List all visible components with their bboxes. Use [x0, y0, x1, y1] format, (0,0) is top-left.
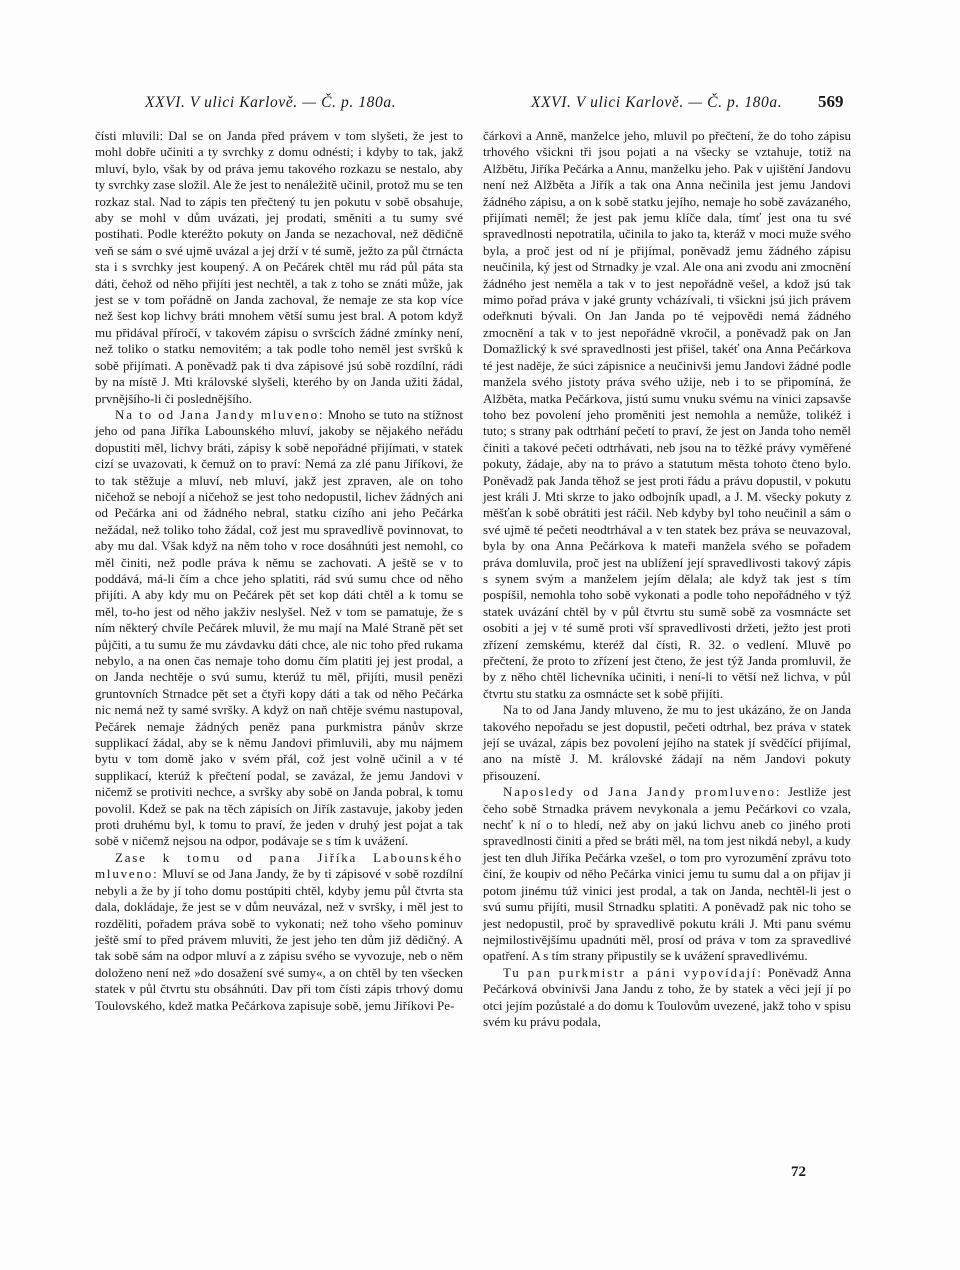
right-column [483, 128, 851, 1030]
paragraph-text: Poněvadž Anna Pečárková obvinivši Jana Jandu z toho, že by statek a věci její jí po otci jejím pozůstalé a do domu k Toulovům uvezené, jakž toho v spisu svém ku právu podala, [483, 964, 851, 1029]
paragraph: Na to od Jana Jandy mluveno, že mu to jest ukázáno, že on Janda takového nepořadu se jest dopustil, pečeti odtrhal, bez práva v statek její se uvázal, zápis bez povolení jejího na statek jí svědčící přijímal, ano na místě J. M. královské žádají na něm Jandovi pokuty přisouzení. [483, 702, 851, 783]
page-number: 569 [818, 92, 844, 111]
speaker-heading: Naposledy od Jana Jandy promluveno: [503, 784, 782, 800]
paragraph-text: Jestliže jest čeho sobě Strnadka právem nevykonala a jemu Pečárkovi co vzala, nechť k ní o to hledí, než aby on jakú lichvu aneb co jiného proti spravedlnosti činiti a před se bráti měl, na tom jest nikdá nebyl, a kudy jest ten dluh Jiříka Pečárka vzešel, o tom pro vyrozumění zprávu toto činí, že koupiv od něho Pečárka vinici jemu tu sumu dal a on přijav ji potom jinému túž vinici jest prodal, a tak on Janda, nechtěl-li jest o svú sumu přijíti, musil Strnadku splatiti. A poněvadž pak nic toho se jest nedopustil, proč by spravedlivě pokutu králi J. Mti panu svému nejmilostivějšímu upadnúti měl, prosí od práva v tom za spravedlivé opatření. A s tím strany připustily se k uvážení spravedlivému. [483, 784, 851, 964]
signature-mark: 72 [791, 1164, 806, 1180]
paragraph: čárkovi a Anně, manželce jeho, mluvil po přečtení, že do toho zápisu trhového všickni tři jsou pojati a na všecky se vztahuje, totiž na Alžbětu, Jiříka Pečárka a Annu, manželku jeho. Pak v ujištění Jandovu není než Alžběta a Jiřík a tak ona Anna nečinila jest jemu Jandovi žádného zápisu, a on k sobě statku jejího, nemaje ho sobě zavázaného, přijímati neměl; že jest pak jemu klíče dala, tímť jest ona tu své spravedlnosti nepotratila, učinila to jako ta, kteráž v moci muže svého byla, a proč jest od ní je přijímal, poněvadž jemu žádného zápisu neučinila, ký jest od Strnadky je vzal. Ale ona ani zvodu ani zmocnění žádného jest neměla a tak v to jest nepořádně vešel, a kdož jsú tak mimo pořad práva v jaké grunty vcházívali, ti všickni jsú jich právem odeřknuti bývali. On Jan Janda po té vejpovědi nemá žádného zmocnění a tak v to jest nepořádně vkročil, a poněvadž pak on Jan Domažlický k své spravedlnosti jest přišel, takéť ona Anna Pečárkova té jest naděje, že súci zápisnice a neučinivši jemu Jandovi žádné podle manžela svého jistoty práva svého užije, neb i to se připomíná, že Alžběta, matka Pečárkova, jistú sumu vnuku svému na vinici zapsavše toho bez povolení jeho proměniti jest nemohla a nemůže, tolikéž i tuto; s strany pak odtrhání pečetí to praví, že jest on Janda toho neměl činiti a takové pečeti odtrhávati, neb jsou na to těžké právy vyměřené pokuty, žádaje, aby na to právo a statutum města tohoto čteno bylo. Poněvadž pak Janda těhož se jest proti řádu a právu dopustil, v pokutu jest králi J. Mti skrze to jako odbojník upadl, a J. M. všecky pokuty z měšťan k sobě obrátiti jest ráčil. Neb kdyby byl toho neučinil a sám o své ujmě té pečeti neodtrhával a v ten statek bez práva se neuvazoval, byla by ona Anna Pečárkova k mateři manžela svého se pořadem práva domluvila, proč jest na ublížení její spravedlivosti takový zápis s synem svým a manželem jejím dělala; ale když tak jest s tím pospíšil, nemohla toho sobě vykonati a podle toho nepořádného v týž statek uvázání chtěl by v půl čtvrtu stu sumě sobě za vosmnácte set osobiti a jej v té sumě proti vší spravedlivosti držeti, ježto jest proti zřízení zemskému, kteréž dal čísti, R. 32. o vedlení. Mluvě po přečtení, že proto to zřízení jest čteno, že jest týž Janda promluvil, že by z něho chtěl lichevníka učiniti, i není-li to větší než lichva, v půl čtvrtu stu statku za osmnácte set k sobě přijíti. [483, 128, 851, 701]
paragraph-text: Mluví se od Jana Jandy, že by ti zápisové v sobě rozdílní nebyli a že by jí toho domu postúpiti chtěl, kdyby jemu půl čtvrta sta dala, dokládaje, že jest se v dům neuvázal, než v svršky, i měl jest to rozděliti, pořadem práva sobě to vykonati; než toho všeho pominuv ještě smí to před právem mluviti, že jest jeho ten dům již dědičný. A tak sobě sám na odpor mluví a z zápisu svého se vyvozuje, neb o něm doloženo není než »do dosažení své sumy«, a on chtěl by ten všecken statek v půl čtvrtu stu obsáhnúti. Dav při tom čísti zápis trhový domu Toulovského, kdež matka Pečárkova zapisuje sobě, jemu Jiříkovi Pe- [95, 866, 463, 1013]
speaker-heading: Na to od Jana Jandy mluveno: [115, 406, 325, 422]
paragraph-text: Mnoho se tuto na stížnost jeho od pana Jiříka Labounského mluví, jakoby se nějakého neřádu dopustiti měl, lichvy bráti, zápisy k sobě nepořádné přijímati, v statek cizí se uvazovati, k čemuž on to praví: Nemá za zlé panu Jiříkovi, že to tak stěžuje a mluví, neb mluví, jakž jest zpraven, ale on toho ničehož se nebojí a ničehož se jest toho nedopustil, lichev žádných ani od Pečárka ani od žádného nebral, statku cizího ani jeho Pečárka nežádal, než toliko toho žádal, což jest mu spravedlivě povinnovat, to aby mu dal. Však když na něm toho v roce dosáhnúti jest nemohl, co měl činiti, než podle práva k němu se zachovati. A ještě se v to poddává, má-li čím a chce jeho splatiti, rád svú sumu chce od něho přijíti. A aby kdy mu on Pečárek pět set kop dáti chtěl a k tomu se měl, to-ho jest od něho jakživ neslyšel. Než v tom se pamatuje, že s ním některý chvíle Pečárek mluvil, že mu mají na Malé Straně pět set půjčiti, a tu sumu že mu závdavku dáti chce, ale nic toho před rukama nebylo, a na onen čas nemaje toho domu čím platiti jej jest prodal, a on Janda nechtěje o svú sumu, kterúž tu měl, přijíti, musil penězi gruntovních Strnadce pět set a čtyři kopy dáti a tak od něho Pečárka nic nemá než ty samé svršky. A když on naň chtěje svému nastupoval, Pečárek nemaje žádných peněz pana purkmistra pánův skrze supplikací žádal, aby se k němu Jandovi přimluvili, aby mu nájmem bytu v tom domě jako v svém přál, což jest volně učinil a v té supplikací, kterúž k přečtení podal, se zavázal, že jemu Jandovi v ničemž se protiviti nechce, a svršky aby sobě on Janda pobral, k tomu povolil. Kdež se pak na těch zápisích on Jiřík zastavuje, jakoby jeden proti druhému byl, k tomu to praví, že jeden v druhý jest pojat a tak sobě v ničemž nejsou na odpor, podávaje se s tím k uvážení. [95, 406, 463, 849]
paragraph [483, 965, 851, 1031]
paragraph [95, 407, 463, 850]
speaker-heading: Zase k tomu od pana Jiříka Labounského mluveno: [95, 849, 463, 882]
running-head-left: XXVI. V ulici Karlově. — Č. p. 180a. [145, 94, 397, 111]
running-head-right: XXVI. V ulici Karlově. — Č. p. 180a. [531, 94, 783, 111]
paragraph [483, 784, 851, 964]
speaker-heading: Tu pan purkmistr a páni vypovídají: [503, 964, 763, 980]
paragraph [95, 850, 463, 1014]
paragraph: čísti mluvili: Dal se on Janda před právem v tom slyšeti, že jest to mohl dobře učiniti a ty svrchky z domu odnésti; i kdyby to tak, jakž mluví, bylo, však by od práva jemu takového rozkazu se nestalo, aby ty svrchky zase složil. Ale že jest to nenáležitě učinil, protož mu se ten rozkaz stal. Nad to zápis ten přečtený tu jen pokutu v sobě obsahuje, aby se mohl v dům uvázati, jej prodati, směniti a tu sumy své postihati. Podle kteréžto pokuty on Janda se nezachoval, než dědičně veň se sám o své ujmě uvázal a jej drží v té sumě, ježto za půl čtrnácta sta i s svrchky jest koupený. A on Pečárek chtěl mu rád půl páta sta dáti, čehož od něho přijíti jest nechtěl, a tak z toho se znáti může, jak jest se v tom pořádně on Janda zachoval, že nemaje ze sta kop více než šest kop lichvy bráti mnohem větší sumu jest bral. A potom když mu přidával příročí, v takovém zápisu o svršcích žádné zmínky není, než toliko o statku nemovitém; a tak podle toho neměl jest svršků k sobě přijímati. A poněvadž pak ti dva zápisové jsú sobě rozdílní, rádi by na místě J. Mti královské slyšeli, kterého by on Janda užiti žádal, prvnějšího-li či poslednějšího. [95, 128, 463, 406]
left-column [95, 128, 463, 1014]
